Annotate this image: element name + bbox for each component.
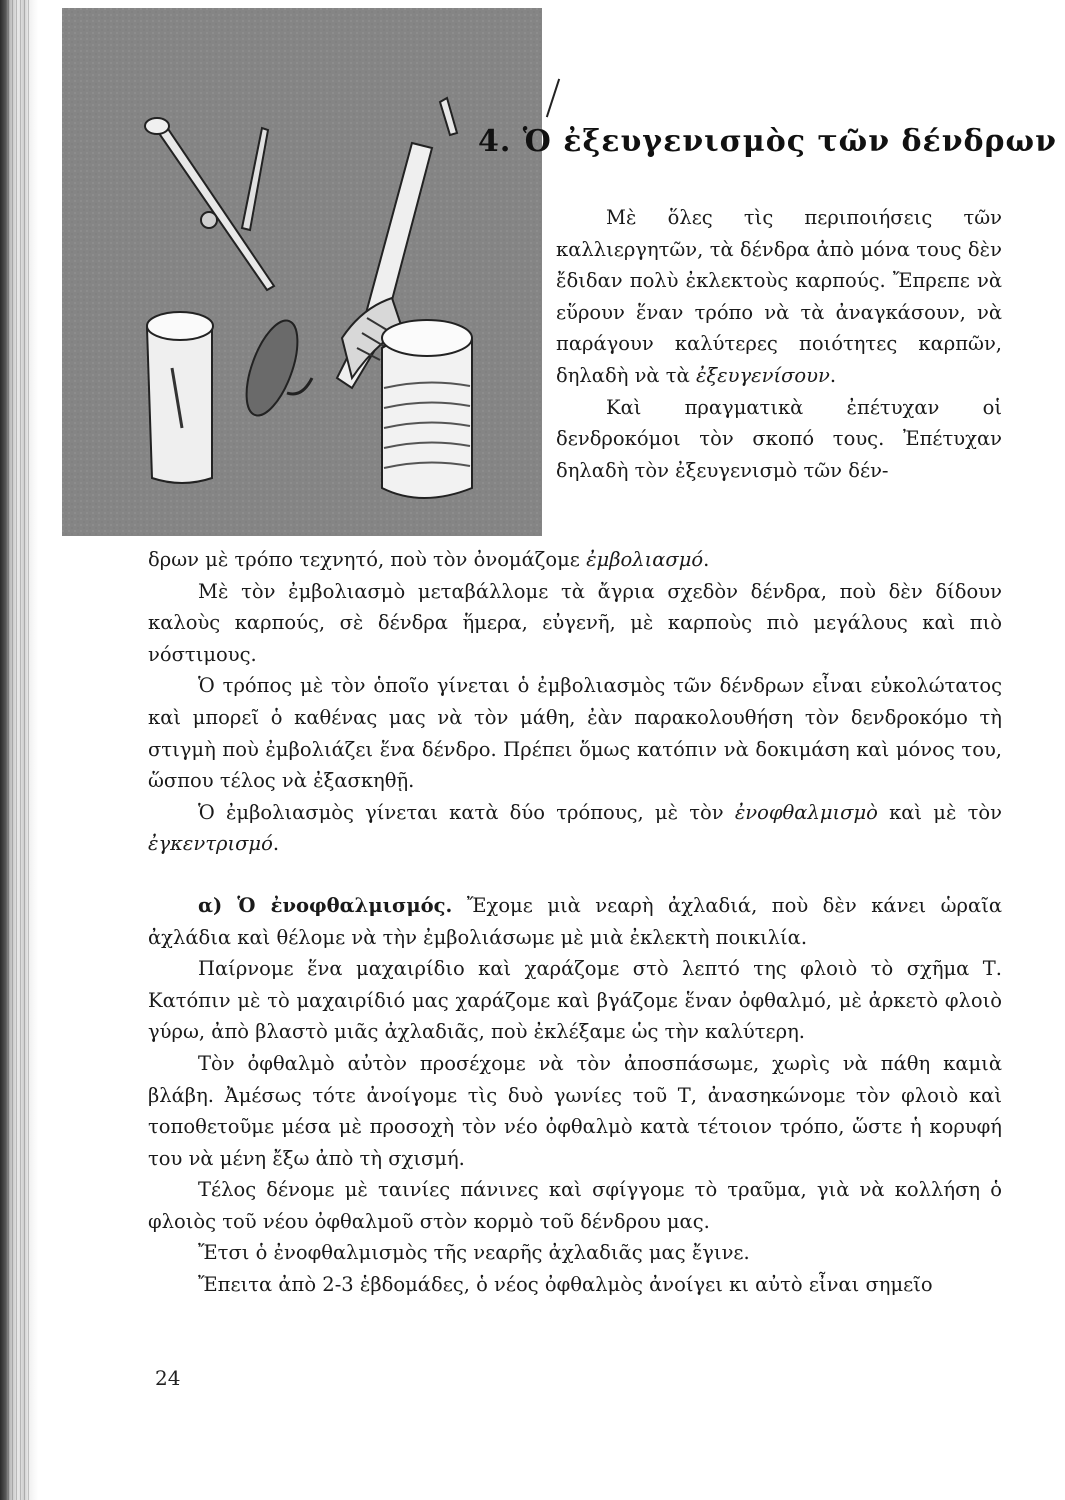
paragraph: α) Ὁ ἐνοφθαλμισμός. Ἔχομε μιὰ νεαρὴ ἀχλαδιά, ποὺ δὲν κάνει ὡραῖα ἀχλάδια καὶ θέλομε νὰ τὴν ἐμβολιάσωμε μὲ μιὰ ἐκλεκτὴ ποικιλία. (148, 893, 1003, 949)
page-number: 24 (155, 1366, 181, 1390)
main-text-column (148, 544, 1002, 1301)
grafting-illustration (62, 8, 542, 536)
paragraph: Ἔπειτα ἀπὸ 2-3 ἑβδομάδες, ὁ νέος ὀφθαλμὸς ἀνοίγει κι αὐτὸ εἶναι σημεῖο (198, 1273, 933, 1297)
paragraph: δρων μὲ τρόπο τεχνητό, ποὺ τὸν ὀνομάζομε ἐμβολιασμό. (148, 548, 710, 571)
paragraph: Ἔτσι ὁ ἐνοφθαλμισμὸς τῆς νεαρῆς ἀχλαδιᾶς μας ἔγινε. (198, 1241, 750, 1265)
paragraph: Ὁ ἐμβολιασμὸς γίνεται κατὰ δύο τρόπους, μὲ τὸν ἐνοφθαλμισμὸ καὶ μὲ τὸν ἐγκεντρισμό. (148, 800, 1002, 856)
bandaged-stump-icon (382, 320, 472, 498)
paragraph: Ὁ τρόπος μὲ τὸν ὁποῖο γίνεται ὁ ἐμβολιασμὸς τῶν δένδρων εἶναι εὐκολώτατος καὶ μπορεῖ ὁ καθένας μας νὰ τὸν μάθη, ἐὰν παρακολουθήση τὸν δενδροκόμο τὴ στιγμὴ ποὺ ἐμβολιάζει ἕνα δένδρο. Πρέπει ὅμως κατόπιν νὰ δοκιμάση καὶ μόνος του, ὥσπου τέλος νὰ ἐξασκηθῇ. (148, 674, 1002, 793)
paragraph: Τὸν ὀφθαλμὸ αὐτὸν προσέχομε νὰ τὸν ἀποσπάσωμε, χωρὶς νὰ πάθη καμιὰ βλάβη. Ἀμέσως τότε ἀνοίγομε τὶς δυὸ γωνίες τοῦ Τ, ἀνασηκώνομε τὸν φλοιὸ καὶ τοποθετοῦμε μέσα μὲ προσοχὴ τὸν νέο ὀφθαλμὸ κατὰ τέτοιον τρόπο, ὥστε ἡ κορυφή του νὰ μένη ἔξω ἀπὸ τὴ σχισμή. (148, 1051, 1002, 1170)
subsection-heading: α) Ὁ ἐνοφθαλμισμός. (198, 893, 453, 917)
book-page-edge (0, 0, 38, 1500)
wrap-text-column (556, 202, 1002, 486)
paragraph: Μὲ ὅλες τὶς περιποιήσεις τῶν καλλιεργητῶν, τὰ δένδρα ἀπὸ μόνα τους δὲν ἔδιδαν πολὺ ἐκλεκτοὺς καρπούς. Ἔπρεπε νὰ εὕρουν ἕναν τρόπο νὰ τὰ ἀναγκάσουν, νὰ παράγουν καλύτερες ποιότητες καρπῶν, δηλαδὴ νὰ τὰ ἐξευγενίσουν. (556, 206, 1002, 387)
title-mark (546, 79, 560, 118)
rootstock-stump-icon (147, 312, 213, 483)
paragraph: Παίρνομε ἕνα μαχαιρίδιο καὶ χαράζομε στὸ λεπτό της φλοιὸ τὸ σχῆμα Τ. Κατόπιν μὲ τὸ μαχαιρίδιό μας χαράζομε καὶ βγάζομε ἕναν ὀφθαλμό, μὲ ἀρκετὸ φλοιὸ γύρω, ἀπὸ βλαστὸ μιᾶς ἀχλαδιᾶς, ποὺ ἐκλέξαμε ὡς τὴν καλύτερη. (148, 957, 1002, 1044)
paragraph: Μὲ τὸν ἐμβολιασμὸ μεταβάλλομε τὰ ἄγρια σχεδὸν δένδρα, ποὺ δὲν δίδουν καλοὺς καρπούς, σὲ δένδρα ἥμερα, εὐγενῆ, μὲ καρποὺς πιὸ μεγάλους καὶ πιὸ νόστιμους. (148, 579, 1002, 666)
paragraph: Τέλος δένομε μὲ ταινίες πάνινες καὶ σφίγγομε τὸ τραῦμα, γιὰ νὰ κολλήση ὁ φλοιὸς τοῦ νέου ὀφθαλμοῦ στὸν κορμὸ τοῦ δένδρου μας. (148, 1178, 1002, 1233)
paragraph: Καὶ πραγματικὰ ἐπέτυχαν οἱ δενδροκόμοι τὸν σκοπό τους. Ἐπέτυχαν δηλαδὴ τὸν ἐξευγενισμὸ τῶν δέν- (556, 395, 1002, 482)
section-title: 4. Ὁ ἐξευγενισμὸς τῶν δένδρων (478, 124, 1057, 159)
